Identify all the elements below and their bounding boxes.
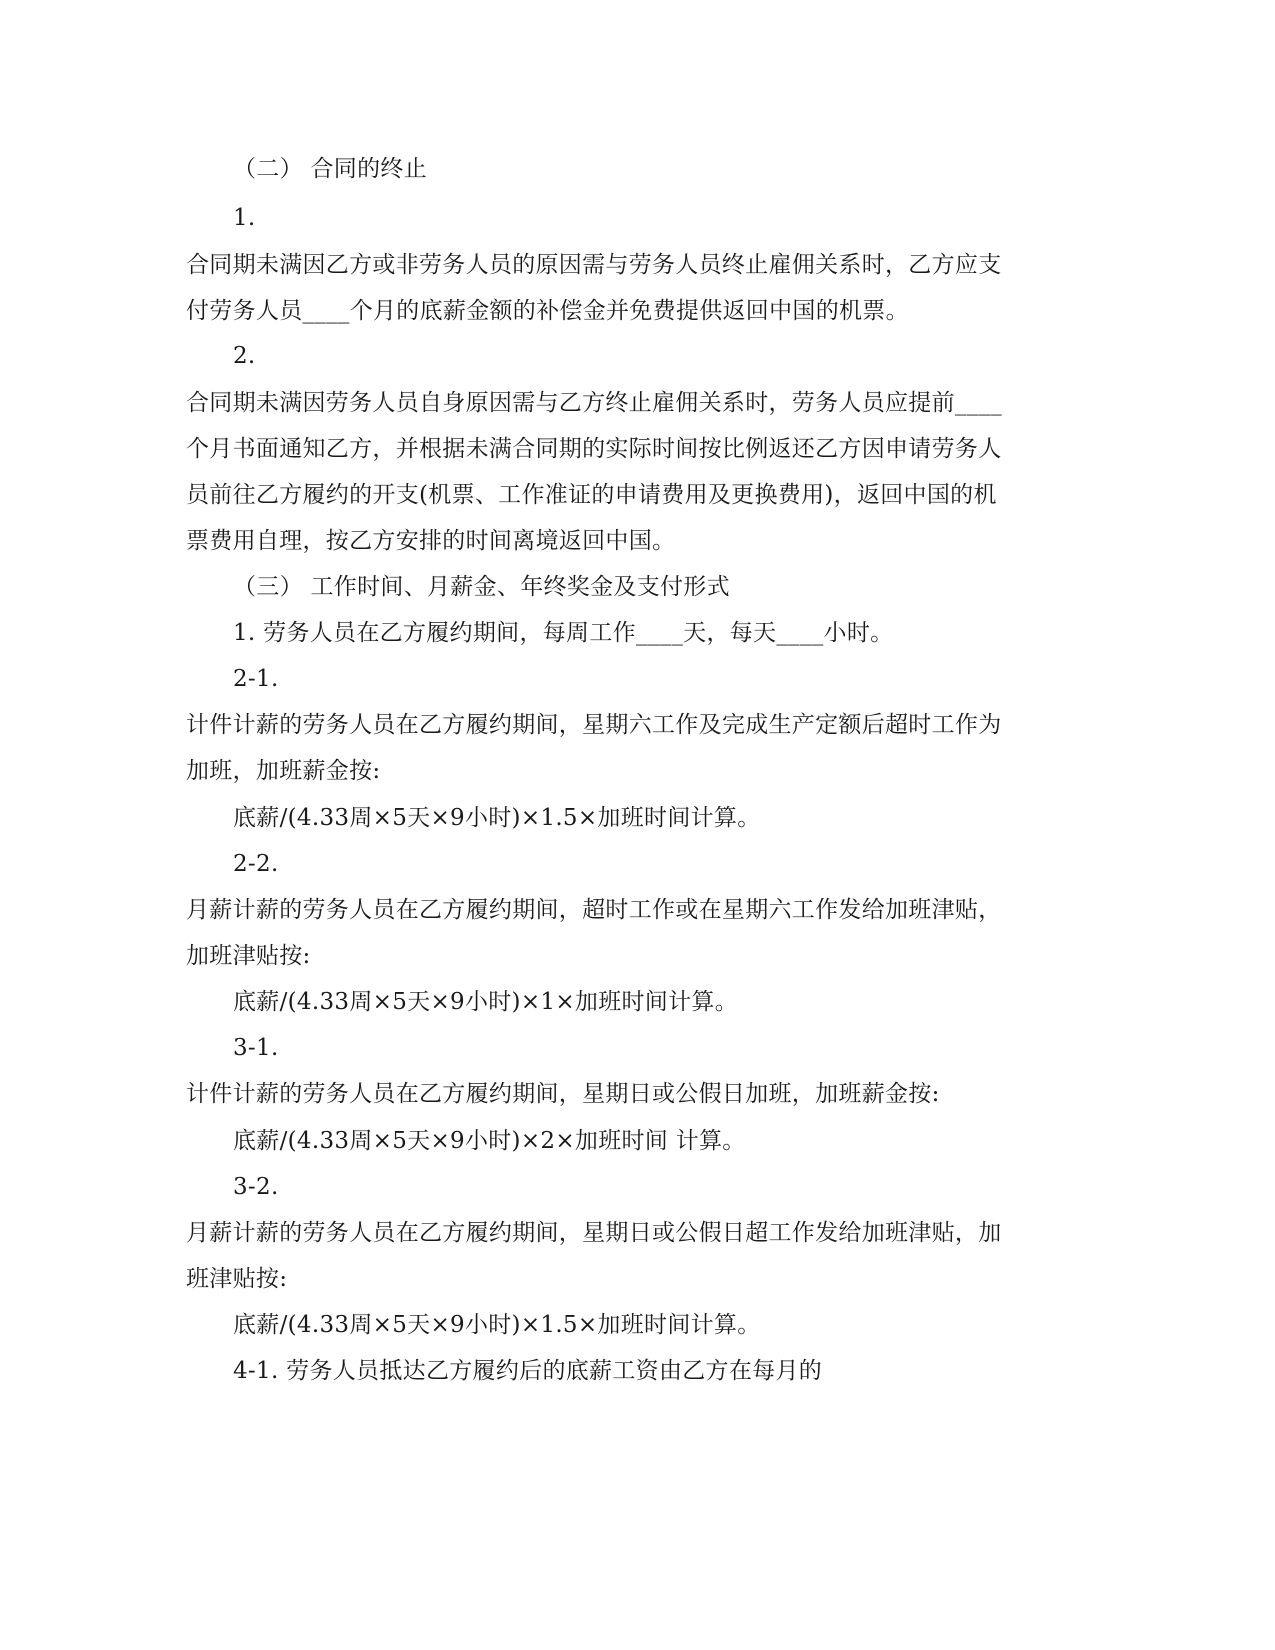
paragraph-line: 票费用自理，按乙方安排的时间离境返回中国。	[186, 528, 676, 554]
section-heading-termination: （二） 合同的终止	[233, 156, 428, 182]
clause-number: 2-1.	[233, 666, 279, 692]
clause-number: 3-1.	[233, 1035, 279, 1061]
formula-line: 底薪/(4.33周×5天×9小时)×2×加班时间 计算。	[233, 1128, 746, 1154]
paragraph-line: 加班津贴按:	[186, 943, 311, 969]
paragraph-line: 合同期未满因劳务人员自身原因需与乙方终止雇佣关系时，劳务人员应提前____	[186, 390, 1003, 416]
paragraph-line: 月薪计薪的劳务人员在乙方履约期间，星期日或公假日超工作发给加班津贴，加	[186, 1220, 1002, 1246]
paragraph-line: 4-1. 劳务人员抵达乙方履约后的底薪工资由乙方在每月的	[233, 1358, 823, 1384]
paragraph-line: 加班，加班薪金按:	[186, 758, 381, 784]
paragraph-line: 合同期未满因乙方或非劳务人员的原因需与劳务人员终止雇佣关系时，乙方应支	[186, 252, 1002, 278]
clause-number: 2-2.	[233, 851, 279, 877]
clause-number: 3-2.	[233, 1174, 279, 1200]
paragraph-line: 个月书面通知乙方，并根据未满合同期的实际时间按比例返还乙方因申请劳务人	[186, 436, 1002, 462]
section-heading-work-time: （三） 工作时间、月薪金、年终奖金及支付形式	[233, 574, 730, 600]
formula-line: 底薪/(4.33周×5天×9小时)×1.5×加班时间计算。	[233, 805, 761, 831]
paragraph-line: 班津贴按:	[186, 1266, 288, 1292]
paragraph-line: 付劳务人员____个月的底薪金额的补偿金并免费提供返回中国的机票。	[186, 298, 909, 324]
paragraph-line: 月薪计薪的劳务人员在乙方履约期间，超时工作或在星期六工作发给加班津贴，	[186, 897, 1002, 923]
clause-number: 1.	[233, 205, 256, 231]
formula-line: 底薪/(4.33周×5天×9小时)×1.5×加班时间计算。	[233, 1312, 761, 1338]
paragraph-line: 员前往乙方履约的开支(机票、工作准证的申请费用及更换费用)，返回中国的机	[186, 482, 997, 508]
clause-number: 2.	[233, 343, 256, 369]
paragraph-line: 计件计薪的劳务人员在乙方履约期间，星期日或公假日加班，加班薪金按:	[186, 1081, 940, 1107]
paragraph-line: 计件计薪的劳务人员在乙方履约期间，星期六工作及完成生产定额后超时工作为	[186, 712, 1002, 738]
formula-line: 底薪/(4.33周×5天×9小时)×1×加班时间计算。	[233, 989, 738, 1015]
paragraph-line: 1. 劳务人员在乙方履约期间，每周工作____天，每天____小时。	[233, 620, 894, 646]
